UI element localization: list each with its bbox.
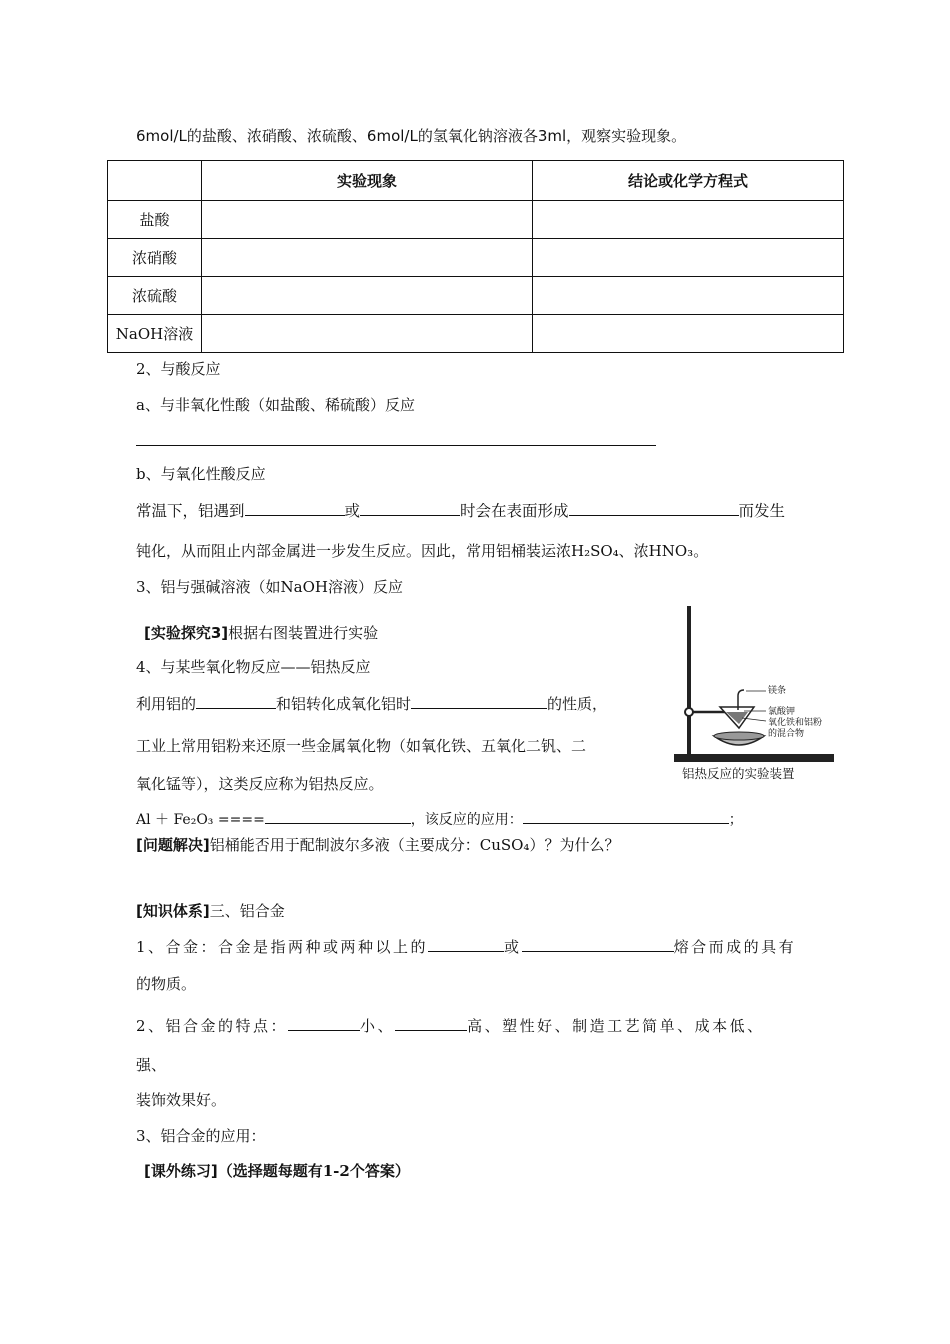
row-label: 浓硫酸 [108,277,202,315]
fill-blank[interactable] [428,935,504,952]
problem-line [136,834,619,855]
thermite-equation [136,807,743,829]
homework-tag: [课外练习] [144,1162,218,1180]
fill-text: 时会在表面形成 [460,502,569,520]
answer-cell[interactable] [533,201,844,239]
row-label: 浓硝酸 [108,239,202,277]
passivation-line-2: 钝化，从而阻止内部金属进一步发生反应。因此，常用铝桶装运浓H₂SO₄、浓HNO₃。 [136,542,709,560]
fill-text: 常温下，铝遇到 [136,502,245,520]
answer-line[interactable] [136,445,656,446]
fill-text: 小、 [360,1017,396,1035]
section-3-title: 3、铝与强碱溶液（如NaOH溶液）反应 [136,578,403,596]
problem-tag: [问题解决] [136,836,210,854]
fill-text: 的性质， [547,695,608,713]
fill-text: ； [728,812,743,828]
fill-blank[interactable] [245,499,345,516]
fill-blank[interactable] [411,692,547,709]
alloy-line-2c: 装饰效果好。 [136,1091,227,1109]
table-row [108,277,844,315]
figure-label: 氧化铁和铝粉 [768,718,823,728]
section-2a-text: a、与非氧化性酸（如盐酸、稀硫酸）反应 [136,396,415,414]
table-row [108,239,844,277]
answer-cell[interactable] [533,315,844,353]
apparatus-drawing [672,604,852,784]
answer-cell[interactable] [202,315,533,353]
fill-text: 或 [344,502,361,520]
thermite-line-2: 工业上常用铝粉来还原一些金属氧化物（如氧化铁、五氧化二钒、二 [136,737,587,755]
problem-text: 铝桶能否用于配制波尔多液（主要成分：CuSO₄）？为什么？ [209,836,620,854]
fill-text: 1、合金：合金是指两种或两种以上的 [136,938,429,956]
thermite-line-3: 氧化锰等），这类反应称为铝热反应。 [136,775,384,793]
alloy-line-1b: 的物质。 [136,975,197,993]
fill-blank[interactable] [196,692,276,709]
fill-text: 而发生 [738,502,786,520]
fill-text: 和铝转化成氧化铝时 [276,695,412,713]
table-header-cell [108,161,202,201]
equation-text: Al ＋ Fe₂O₃ ==== [136,812,265,828]
answer-cell[interactable] [202,201,533,239]
knowledge-line [136,900,285,921]
experiment-3-line [144,622,378,643]
fill-text: ，该反应的应用： [410,812,523,828]
intro-text: 6mol/L的盐酸、浓硝酸、浓硫酸、6mol/L的氢氧化钠溶液各3ml，观察实验现象。 [136,127,687,145]
alloy-line-3: 3、铝合金的应用： [136,1127,266,1145]
table-row [108,315,844,353]
fill-text: 2、铝合金的特点： [136,1017,289,1035]
passivation-line [136,499,785,521]
alloy-line-2b: 强、 [136,1056,167,1074]
fill-blank[interactable] [523,807,729,824]
knowledge-text: 三、铝合金 [209,902,285,920]
stand-pole [687,606,691,754]
experiment-table [107,160,844,353]
answer-cell[interactable] [202,239,533,277]
figure-label: 的混合物 [768,729,805,739]
row-label: 盐酸 [108,201,202,239]
alloy-line-2 [136,1014,765,1036]
clamp-knob [685,708,693,716]
thermite-line-1 [136,692,607,714]
fill-blank[interactable] [395,1014,467,1031]
fill-text: 利用铝的 [136,695,197,713]
fill-text: 高、塑性好、制造工艺简单、成本低、 [467,1017,765,1035]
table-header-cell: 实验现象 [202,161,533,201]
fill-blank[interactable] [522,935,674,952]
knowledge-tag: [知识体系] [136,902,210,920]
homework-line [144,1160,410,1181]
table-header-cell: 结论或化学方程式 [533,161,844,201]
table-header-row [108,161,844,201]
row-label: NaOH溶液 [108,315,202,353]
alloy-line-1 [136,935,796,957]
stand-base [674,754,834,762]
figure-label: 氯酸钾 [768,707,796,717]
fill-blank[interactable] [265,807,411,824]
section-2b-text: b、与氧化性酸反应 [136,465,266,483]
fill-blank[interactable] [288,1014,360,1031]
fill-blank[interactable] [569,499,739,516]
fill-text: 熔合而成的具有 [673,938,797,956]
answer-cell[interactable] [533,239,844,277]
experiment-tag: [实验探究3] [144,624,229,642]
fill-blank[interactable] [360,499,460,516]
thermite-apparatus-figure [672,604,852,784]
answer-cell[interactable] [533,277,844,315]
section-4-title: 4、与某些氧化物反应——铝热反应 [136,658,371,676]
figure-label: 镁条 [768,686,787,696]
sand [714,732,764,740]
fill-text: 或 [504,938,522,956]
homework-text: （选择题每题有1-2个答案） [217,1162,410,1180]
answer-cell[interactable] [202,277,533,315]
figure-caption: 铝热反应的实验装置 [682,766,795,781]
experiment-text: 根据右图装置进行实验 [228,624,379,642]
table-row [108,201,844,239]
section-2-title: 2、与酸反应 [136,360,221,378]
